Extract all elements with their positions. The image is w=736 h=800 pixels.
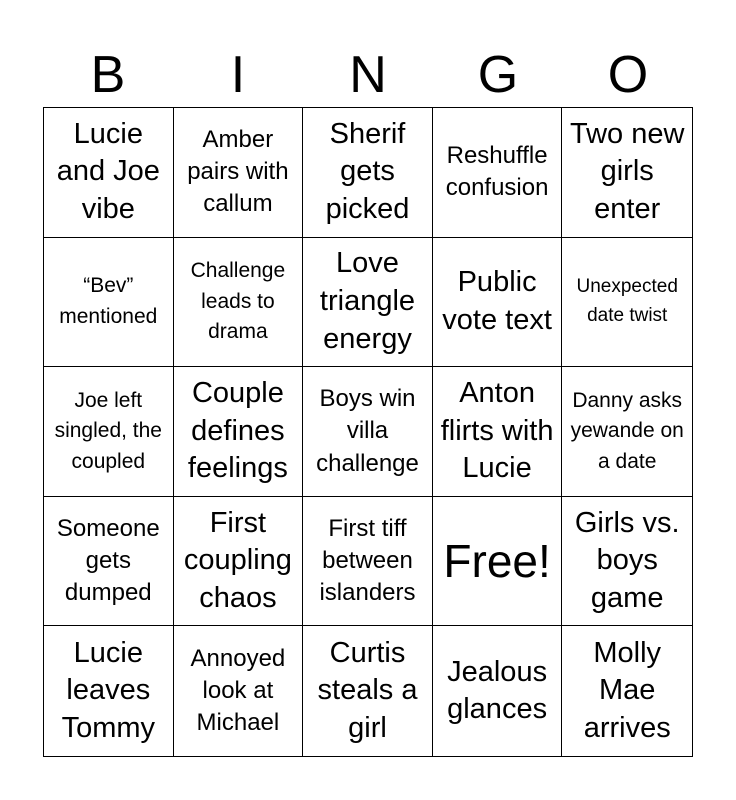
cell-text: Annoyed look at Michael (190, 644, 286, 737)
cell-text: Jealous glances (447, 655, 548, 726)
header-letter-o: O (607, 46, 649, 104)
bingo-cell[interactable] (562, 238, 692, 368)
cell-text: “Bev” mentioned (59, 274, 158, 328)
bingo-cell[interactable] (562, 367, 692, 497)
bingo-cell[interactable] (174, 238, 304, 368)
bingo-cell[interactable] (303, 238, 433, 368)
cell-text: Joe left singled, the coupled (54, 388, 162, 473)
cell-text: Amber pairs with callum (187, 125, 289, 218)
header-letter-n: N (349, 46, 387, 104)
cell-text: Love triangle energy (319, 247, 416, 355)
cell-text: Danny asks yewande on a date (570, 388, 684, 473)
cell-text: Unexpected date twist (576, 276, 678, 326)
cell-text: Reshuffle confusion (445, 141, 549, 202)
bingo-cell[interactable] (303, 497, 433, 627)
cell-text: Curtis steals a girl (317, 636, 418, 745)
bingo-cell[interactable] (44, 367, 174, 497)
header-letter-b: B (90, 46, 126, 104)
bingo-cell[interactable] (44, 108, 174, 238)
bingo-header (43, 44, 693, 106)
bingo-cell[interactable] (562, 497, 692, 627)
bingo-cell[interactable] (44, 626, 174, 756)
cell-text: Girls vs. boys game (574, 506, 680, 614)
bingo-cell[interactable] (433, 108, 563, 238)
cell-text: Boys win villa challenge (316, 384, 419, 477)
free-space-text: Free! (443, 534, 551, 587)
free-space[interactable] (433, 497, 563, 627)
bingo-cell[interactable] (303, 108, 433, 238)
cell-text: Challenge leads to drama (190, 259, 286, 344)
cell-text: First tiff between islanders (319, 514, 416, 607)
cell-text: Anton flirts with Lucie (440, 376, 554, 485)
cell-text: First coupling chaos (183, 506, 292, 614)
cell-text: Couple defines feelings (187, 376, 288, 485)
header-letter-g: G (477, 46, 519, 104)
bingo-cell[interactable] (174, 497, 304, 627)
bingo-cell[interactable] (303, 367, 433, 497)
bingo-cell[interactable] (433, 626, 563, 756)
bingo-cell[interactable] (433, 238, 563, 368)
bingo-cell[interactable] (433, 367, 563, 497)
bingo-cell[interactable] (174, 367, 304, 497)
cell-text: Public vote text (442, 266, 552, 336)
cell-text: Molly Mae arrives (583, 636, 671, 745)
bingo-cell[interactable] (562, 626, 692, 756)
bingo-cell[interactable] (44, 238, 174, 368)
cell-text: Two new girls enter (569, 117, 685, 226)
bingo-board (43, 107, 693, 757)
cell-text: Sherif gets picked (325, 117, 410, 226)
header-letter-i: I (230, 46, 246, 104)
bingo-cell[interactable] (174, 108, 304, 238)
bingo-cell[interactable] (174, 626, 304, 756)
bingo-cell[interactable] (303, 626, 433, 756)
bingo-cell[interactable] (44, 497, 174, 627)
cell-text: Lucie leaves Tommy (61, 636, 156, 745)
cell-text: Lucie and Joe vibe (56, 117, 160, 226)
cell-text: Someone gets dumped (56, 514, 160, 607)
bingo-cell[interactable] (562, 108, 692, 238)
